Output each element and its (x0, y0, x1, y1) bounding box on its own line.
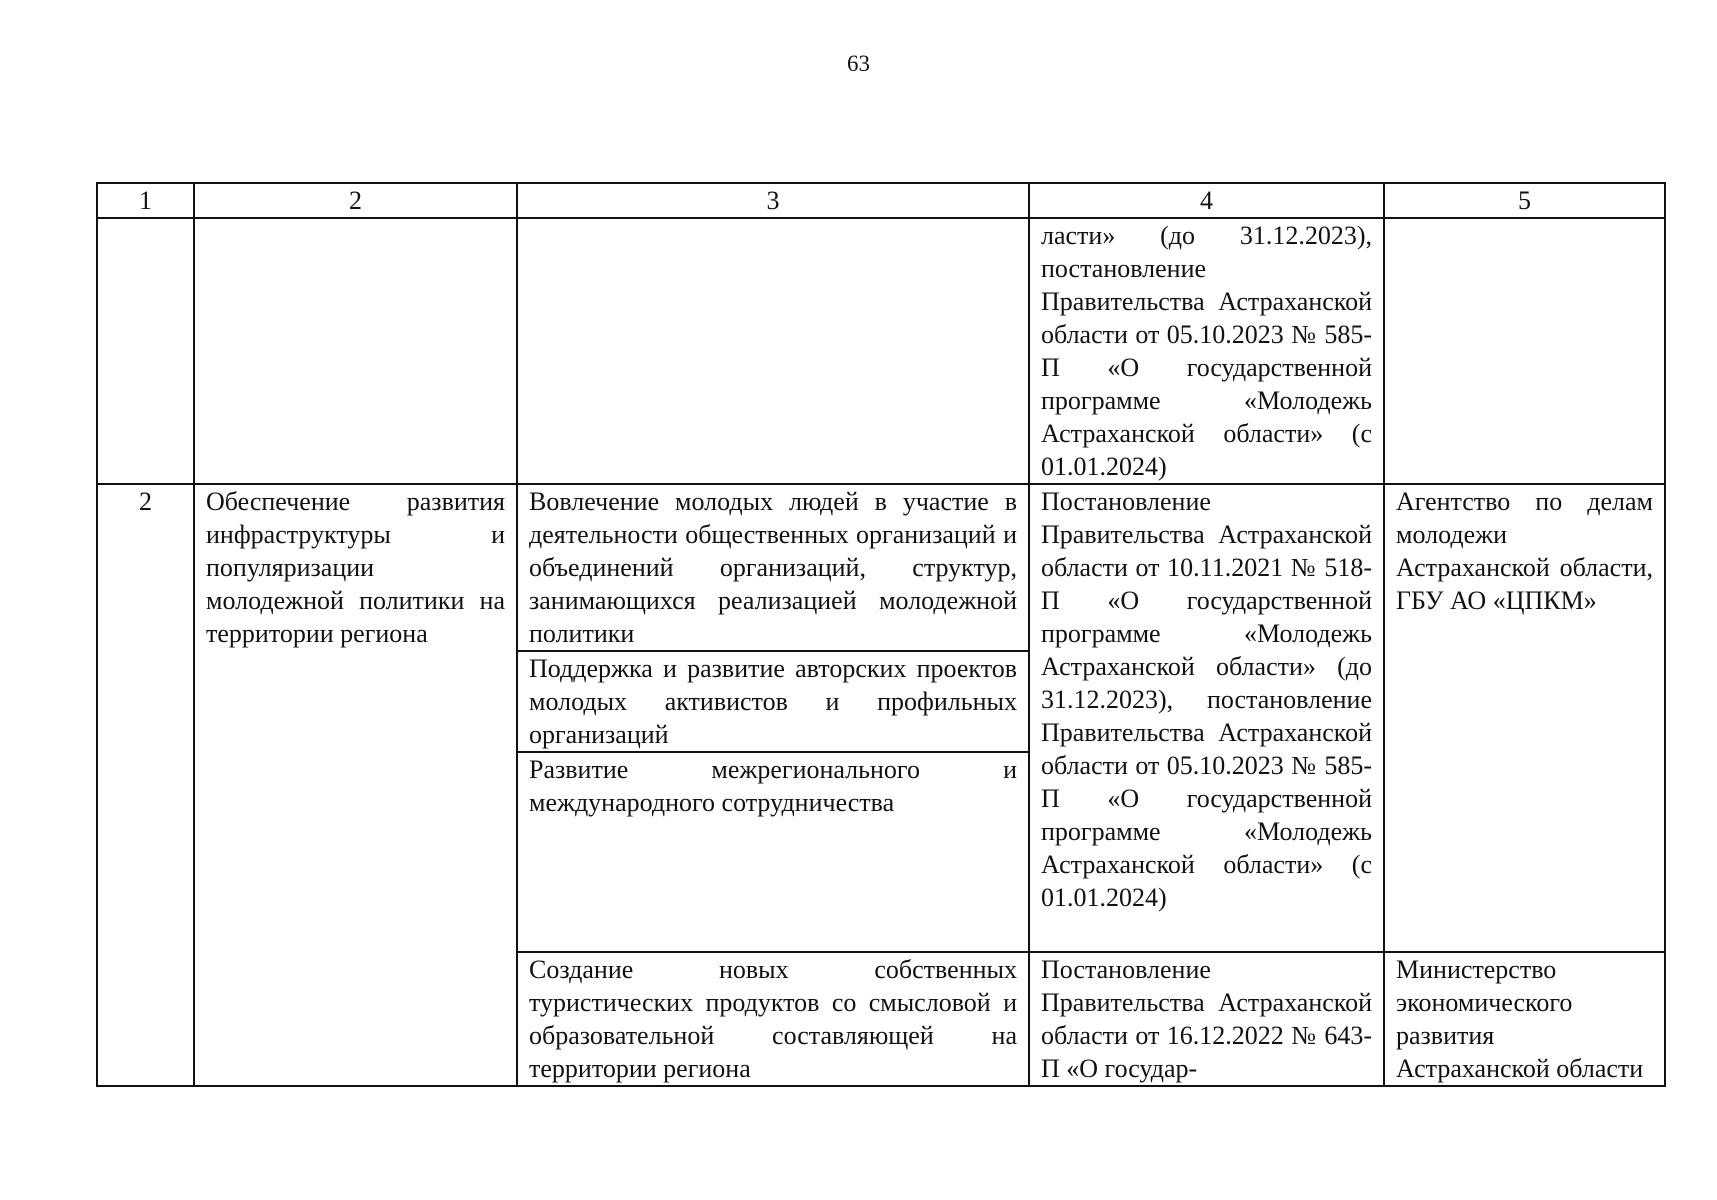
table-header-row (97, 183, 1665, 218)
column-header-1: 1 (97, 183, 194, 218)
activity-cell: Развитие межрегионального и международного сотрудничества (517, 752, 1029, 952)
activity-cell: Создание новых собственных туристических продуктов со смысловой и образовательной составляющей на территории региона (517, 952, 1029, 1086)
activity-cell: Вовлечение молодых людей в участие в деятельности общественных организаций и объединений организаций, структур, занимающихся реализацией молодежной политики (517, 484, 1029, 651)
task-cell (194, 218, 517, 484)
column-header-5: 5 (1384, 183, 1665, 218)
executor-cell: Министерство экономического развития Астраханской области (1384, 952, 1665, 1086)
activity-cell (517, 218, 1029, 484)
task-cell: Обеспечение развития инфраструктуры и популяризации молодежной политики на территории региона (194, 484, 517, 1086)
column-header-4: 4 (1029, 183, 1384, 218)
executor-cell (1384, 218, 1665, 484)
column-header-2: 2 (194, 183, 517, 218)
executor-cell: Агентство по делам молодежи Астраханской области, ГБУ АО «ЦПКМ» (1384, 484, 1665, 952)
row-number-cell: 2 (97, 484, 194, 1086)
page-number: 63 (847, 51, 870, 76)
table-row (97, 484, 1665, 651)
document-cell: ласти» (до 31.12.2023), постановление Правительства Астраханской области от 05.10.2023 № 585-П «О государственной программе «Молодежь Астраханской области» (с 01.01.2024) (1029, 218, 1384, 484)
document-cell: Постановление Правительства Астраханской области от 10.11.2021 № 518-П «О государственной программе «Молодежь Астраханской области» (до 31.12.2023), постановление Правительства Астраханской области от 05.10.2023 № 585-П «О государственной программе «Молодежь Астраханской области» (с 01.01.2024) (1029, 484, 1384, 952)
table-row (97, 218, 1665, 484)
row-number-cell (97, 218, 194, 484)
program-table (96, 182, 1666, 1087)
document-cell: Постановление Правительства Астраханской области от 16.12.2022 № 643-П «О государ- (1029, 952, 1384, 1086)
column-header-3: 3 (517, 183, 1029, 218)
activity-cell: Поддержка и развитие авторских проектов молодых активистов и профильных организаций (517, 651, 1029, 752)
